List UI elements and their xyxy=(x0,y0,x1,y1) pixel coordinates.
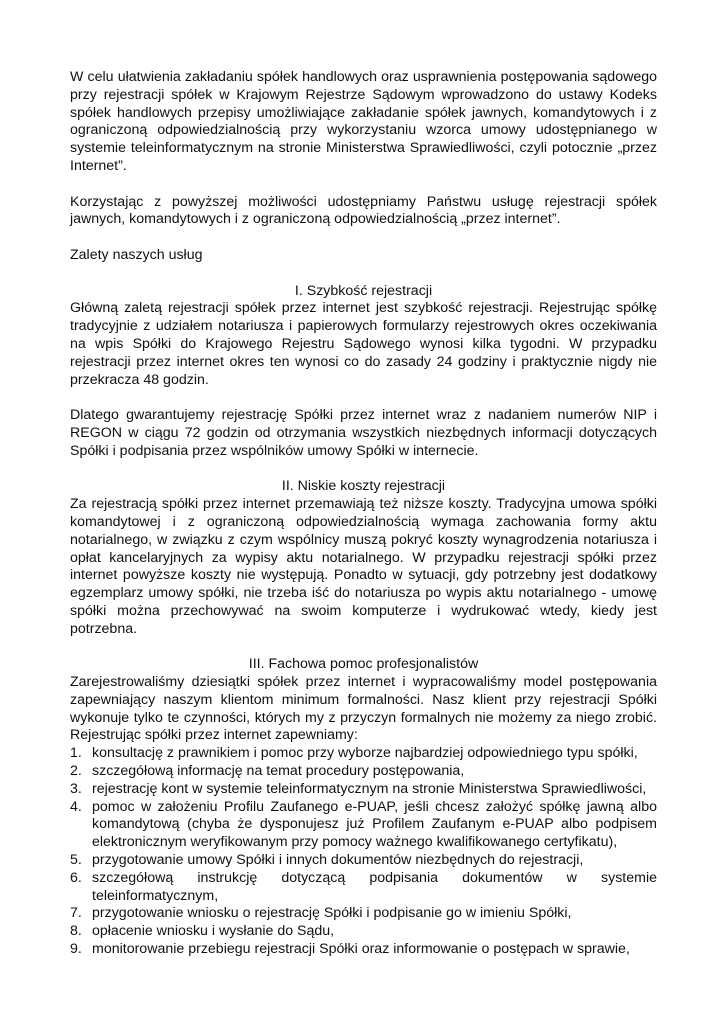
section-heading: I. Szybkość rejestracji xyxy=(294,282,433,299)
list-item xyxy=(70,870,657,906)
list-number: 9. xyxy=(70,941,82,958)
advantages-title: Zalety naszych usług xyxy=(70,246,203,263)
list-item xyxy=(70,781,657,799)
list-number: 6. xyxy=(70,869,82,886)
list-number: 4. xyxy=(70,798,82,815)
section-paragraph: Główną zaletą rejestracji spółek przez internet jest szybkość rejestracji. Rejestrując spółkę tradycyjnie z udziałem notariusza i papierowych formularzy rejestrowych okres oczekiwania na wpis Spółki do Krajowego Rejestru Sądowego wynosi kilka tygodni. W przypadku rejestracji przez internet okres ten wynosi co do zasady 24 godziny i praktycznie nigdy nie przekracza 48 godzin. xyxy=(70,300,657,388)
intro-paragraph: W celu ułatwienia zakładaniu spółek handlowych oraz usprawnienia postępowania sądowego przy rejestracji spółek w Krajowym Rejestrze Sądowym wprowadzono do ustawy Kodeks spółek handlowych przepisy umożliwiające zakładanie spółek jawnych, komandytowych i z ograniczoną odpowiedzialnością przy wykorzystaniu wzorca umowy udostępnianego w systemie teleinformatycznym na stronie Ministerstwa Sprawiedliwości, czyli potocznie „przez Internet”. xyxy=(70,69,657,174)
list-item-text: szczegółową instrukcję dotyczącą podpisania dokumentów w systemie teleinformatycznym, xyxy=(92,869,657,904)
list-number: 5. xyxy=(70,852,82,869)
list-number: 8. xyxy=(70,923,82,940)
list-item xyxy=(70,799,657,852)
list-item xyxy=(70,941,657,959)
list-item xyxy=(70,852,657,870)
list-number: 7. xyxy=(70,905,82,922)
list-item-text: pomoc w założeniu Profilu Zaufanego e-PUAP, jeśli chcesz założyć spółkę jawną albo komandytową (chyba że dysponujesz już Profilem Zaufanym e-PUAP albo podpisem elektronicznym weryfikowanym przy pomocy ważnego kwalifikowanego certyfikatu), xyxy=(92,798,657,851)
section-paragraph: Za rejestracją spółki przez internet przemawiają też niższe koszty. Tradycyjna umowa spółki komandytowej i z ograniczoną odpowiedzialnością wymaga zachowania formy aktu notarialnego, w związku z czym wspólnicy muszą pokryć koszty wynagrodzenia notariusza i opłat kancelaryjnych za wypisy aktu notarialnego. W przypadku rejestracji spółki przez internet powyższe koszty nie występują. Ponadto w sytuacji, gdy potrzebny jest dodatkowy egzemplarz umowy spółki, nie trzeba iść do notariusza po wypis aktu notarialnego - umowę spółki można przechowywać na swoim komputerze i wydrukować wtedy, kiedy jest potrzebna. xyxy=(70,496,657,637)
list-number: 2. xyxy=(70,763,82,780)
list-item xyxy=(70,905,657,923)
section-professional-help xyxy=(70,656,657,959)
section-heading: III. Fachowa pomoc profesjonalistów xyxy=(248,656,479,673)
section-paragraph: Dlatego gwarantujemy rejestrację Spółki przez internet wraz z nadaniem numerów NIP i REGON w ciągu 72 godzin od otrzymania wszystkich niezbędnych informacji dotyczących Spółki i podpisania przez wspólników umowy Spółki w internecie. xyxy=(70,407,657,459)
section-heading: II. Niskie koszty rejestracji xyxy=(281,478,446,495)
section-speed xyxy=(70,283,657,461)
list-number: 3. xyxy=(70,780,82,797)
list-item xyxy=(70,923,657,941)
list-item xyxy=(70,745,657,763)
list-item-text: monitorowanie przebiegu rejestracji Spółki oraz informowanie o postępach w sprawie, xyxy=(92,941,630,958)
services-list xyxy=(70,745,657,959)
list-item xyxy=(70,763,657,781)
offer-paragraph: Korzystając z powyższej możliwości udostępniamy Państwu usługę rejestracji spółek jawnych, komandytowych i z ograniczoną odpowiedzialnością „przez internet”. xyxy=(70,193,657,228)
list-item-text: przygotowanie umowy Spółki i innych dokumentów niezbędnych do rejestracji, xyxy=(92,852,584,869)
list-number: 1. xyxy=(70,745,82,762)
list-item-text: opłacenie wniosku i wysłanie do Sądu, xyxy=(92,923,335,940)
document-page xyxy=(70,69,657,959)
list-item-text: konsultację z prawnikiem i pomoc przy wyborze najbardziej odpowiedniego typu spółki, xyxy=(92,745,638,762)
list-item-text: szczegółową informację na temat procedury postępowania, xyxy=(92,763,465,780)
list-item-text: rejestrację kont w systemie teleinformatycznym na stronie Ministerstwa Sprawiedliwości, xyxy=(92,780,647,797)
section-costs xyxy=(70,478,657,638)
section-paragraph: Zarejestrowaliśmy dziesiątki spółek przez internet i wypracowaliśmy model postępowania zapewniający naszym klientom minimum formalności. Nasz klient przy rejestracji Spółki wykonuje tylko te czynności, których my z przyczyn formalnych nie możemy za niego zrobić. Rejestrując spółki przez internet zapewniamy: xyxy=(70,674,657,744)
list-item-text: przygotowanie wniosku o rejestrację Spółki i podpisanie go w imieniu Spółki, xyxy=(92,905,572,922)
